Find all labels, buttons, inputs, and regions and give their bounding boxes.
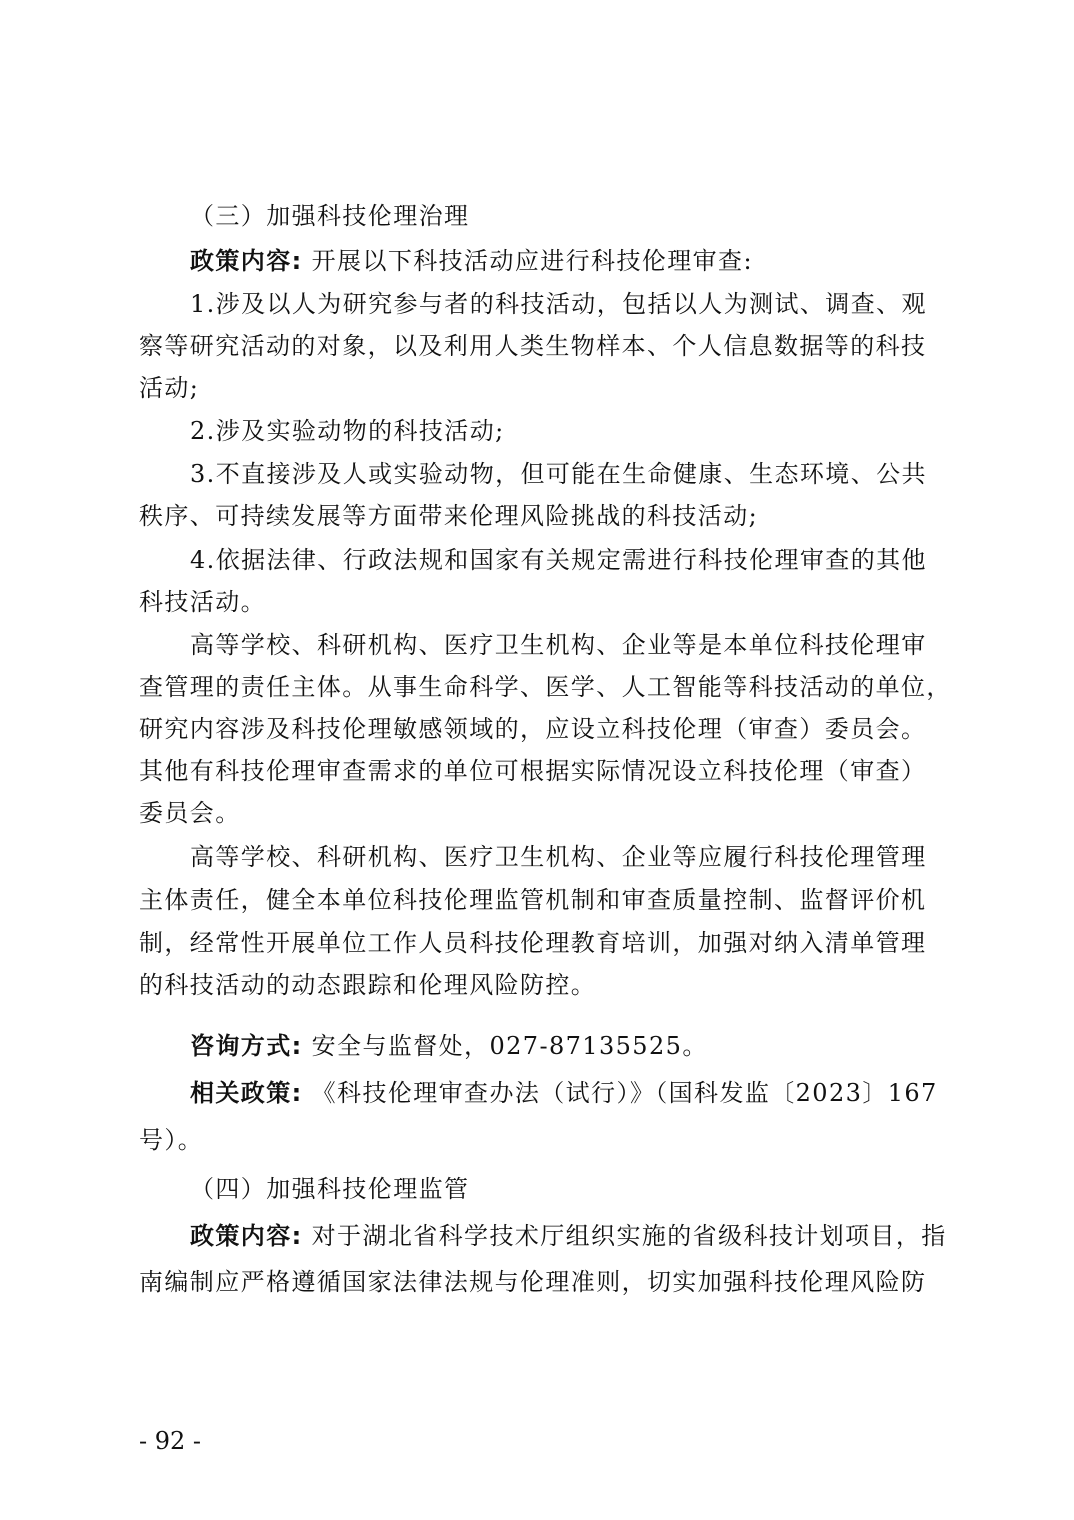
consult-line [190, 1031, 708, 1061]
para1-line5: 委员会。 [139, 799, 241, 827]
related-text: 《科技伦理审查办法（试行）》（国科发监〔2023〕167 [311, 1079, 938, 1107]
section3-policy-line [190, 246, 753, 276]
policy-text: 对于湖北省科学技术厅组织实施的省级科技计划项目，指 [311, 1222, 947, 1250]
para2-line2: 主体责任，健全本单位科技伦理监管机制和审查质量控制、监督评价机 [139, 886, 927, 914]
section3-heading: （三）加强科技伦理治理 [190, 202, 470, 230]
item2-line: 2.涉及实验动物的科技活动; [190, 417, 505, 445]
page-number: - 92 - [139, 1427, 202, 1455]
item4-line2: 科技活动。 [139, 588, 266, 616]
related-line1 [190, 1078, 938, 1108]
section4-policy-line2: 南编制应严格遵循国家法律法规与伦理准则，切实加强科技伦理风险防 [139, 1268, 927, 1296]
para2-line3: 制，经常性开展单位工作人员科技伦理教育培训，加强对纳入清单管理 [139, 929, 927, 957]
section4-policy-line1 [190, 1221, 947, 1251]
related-label: 相关政策: [190, 1079, 303, 1107]
para2-line4: 的科技活动的动态跟踪和伦理风险防控。 [139, 971, 597, 999]
para1-line3: 研究内容涉及科技伦理敏感领域的，应设立科技伦理（审查）委员会。 [139, 715, 927, 743]
consult-label: 咨询方式: [190, 1032, 303, 1060]
policy-text: 开展以下科技活动应进行科技伦理审查: [311, 247, 753, 275]
item3-line1: 3.不直接涉及人或实验动物，但可能在生命健康、生态环境、公共 [190, 460, 927, 488]
policy-label: 政策内容: [190, 247, 303, 275]
policy-label: 政策内容: [190, 1222, 303, 1250]
item4-line1: 4.依据法律、行政法规和国家有关规定需进行科技伦理审查的其他 [190, 546, 927, 574]
related-line2: 号）。 [139, 1126, 204, 1154]
para2-line1: 高等学校、科研机构、医疗卫生机构、企业等应履行科技伦理管理 [190, 843, 927, 871]
item1-line2: 察等研究活动的对象，以及利用人类生物样本、个人信息数据等的科技 [139, 332, 927, 360]
consult-text: 安全与监督处，027-87135525。 [311, 1032, 708, 1060]
item1-line3: 活动; [139, 374, 200, 402]
para1-line2: 查管理的责任主体。从事生命科学、医学、人工智能等科技活动的单位， [139, 673, 952, 701]
para1-line4: 其他有科技伦理审查需求的单位可根据实际情况设立科技伦理（审查） [139, 757, 927, 785]
item3-line2: 秩序、可持续发展等方面带来伦理风险挑战的科技活动; [139, 502, 759, 530]
para1-line1: 高等学校、科研机构、医疗卫生机构、企业等是本单位科技伦理审 [190, 631, 927, 659]
item1-line1: 1.涉及以人为研究参与者的科技活动，包括以人为测试、调查、观 [190, 290, 927, 318]
section4-heading: （四）加强科技伦理监管 [190, 1175, 470, 1203]
